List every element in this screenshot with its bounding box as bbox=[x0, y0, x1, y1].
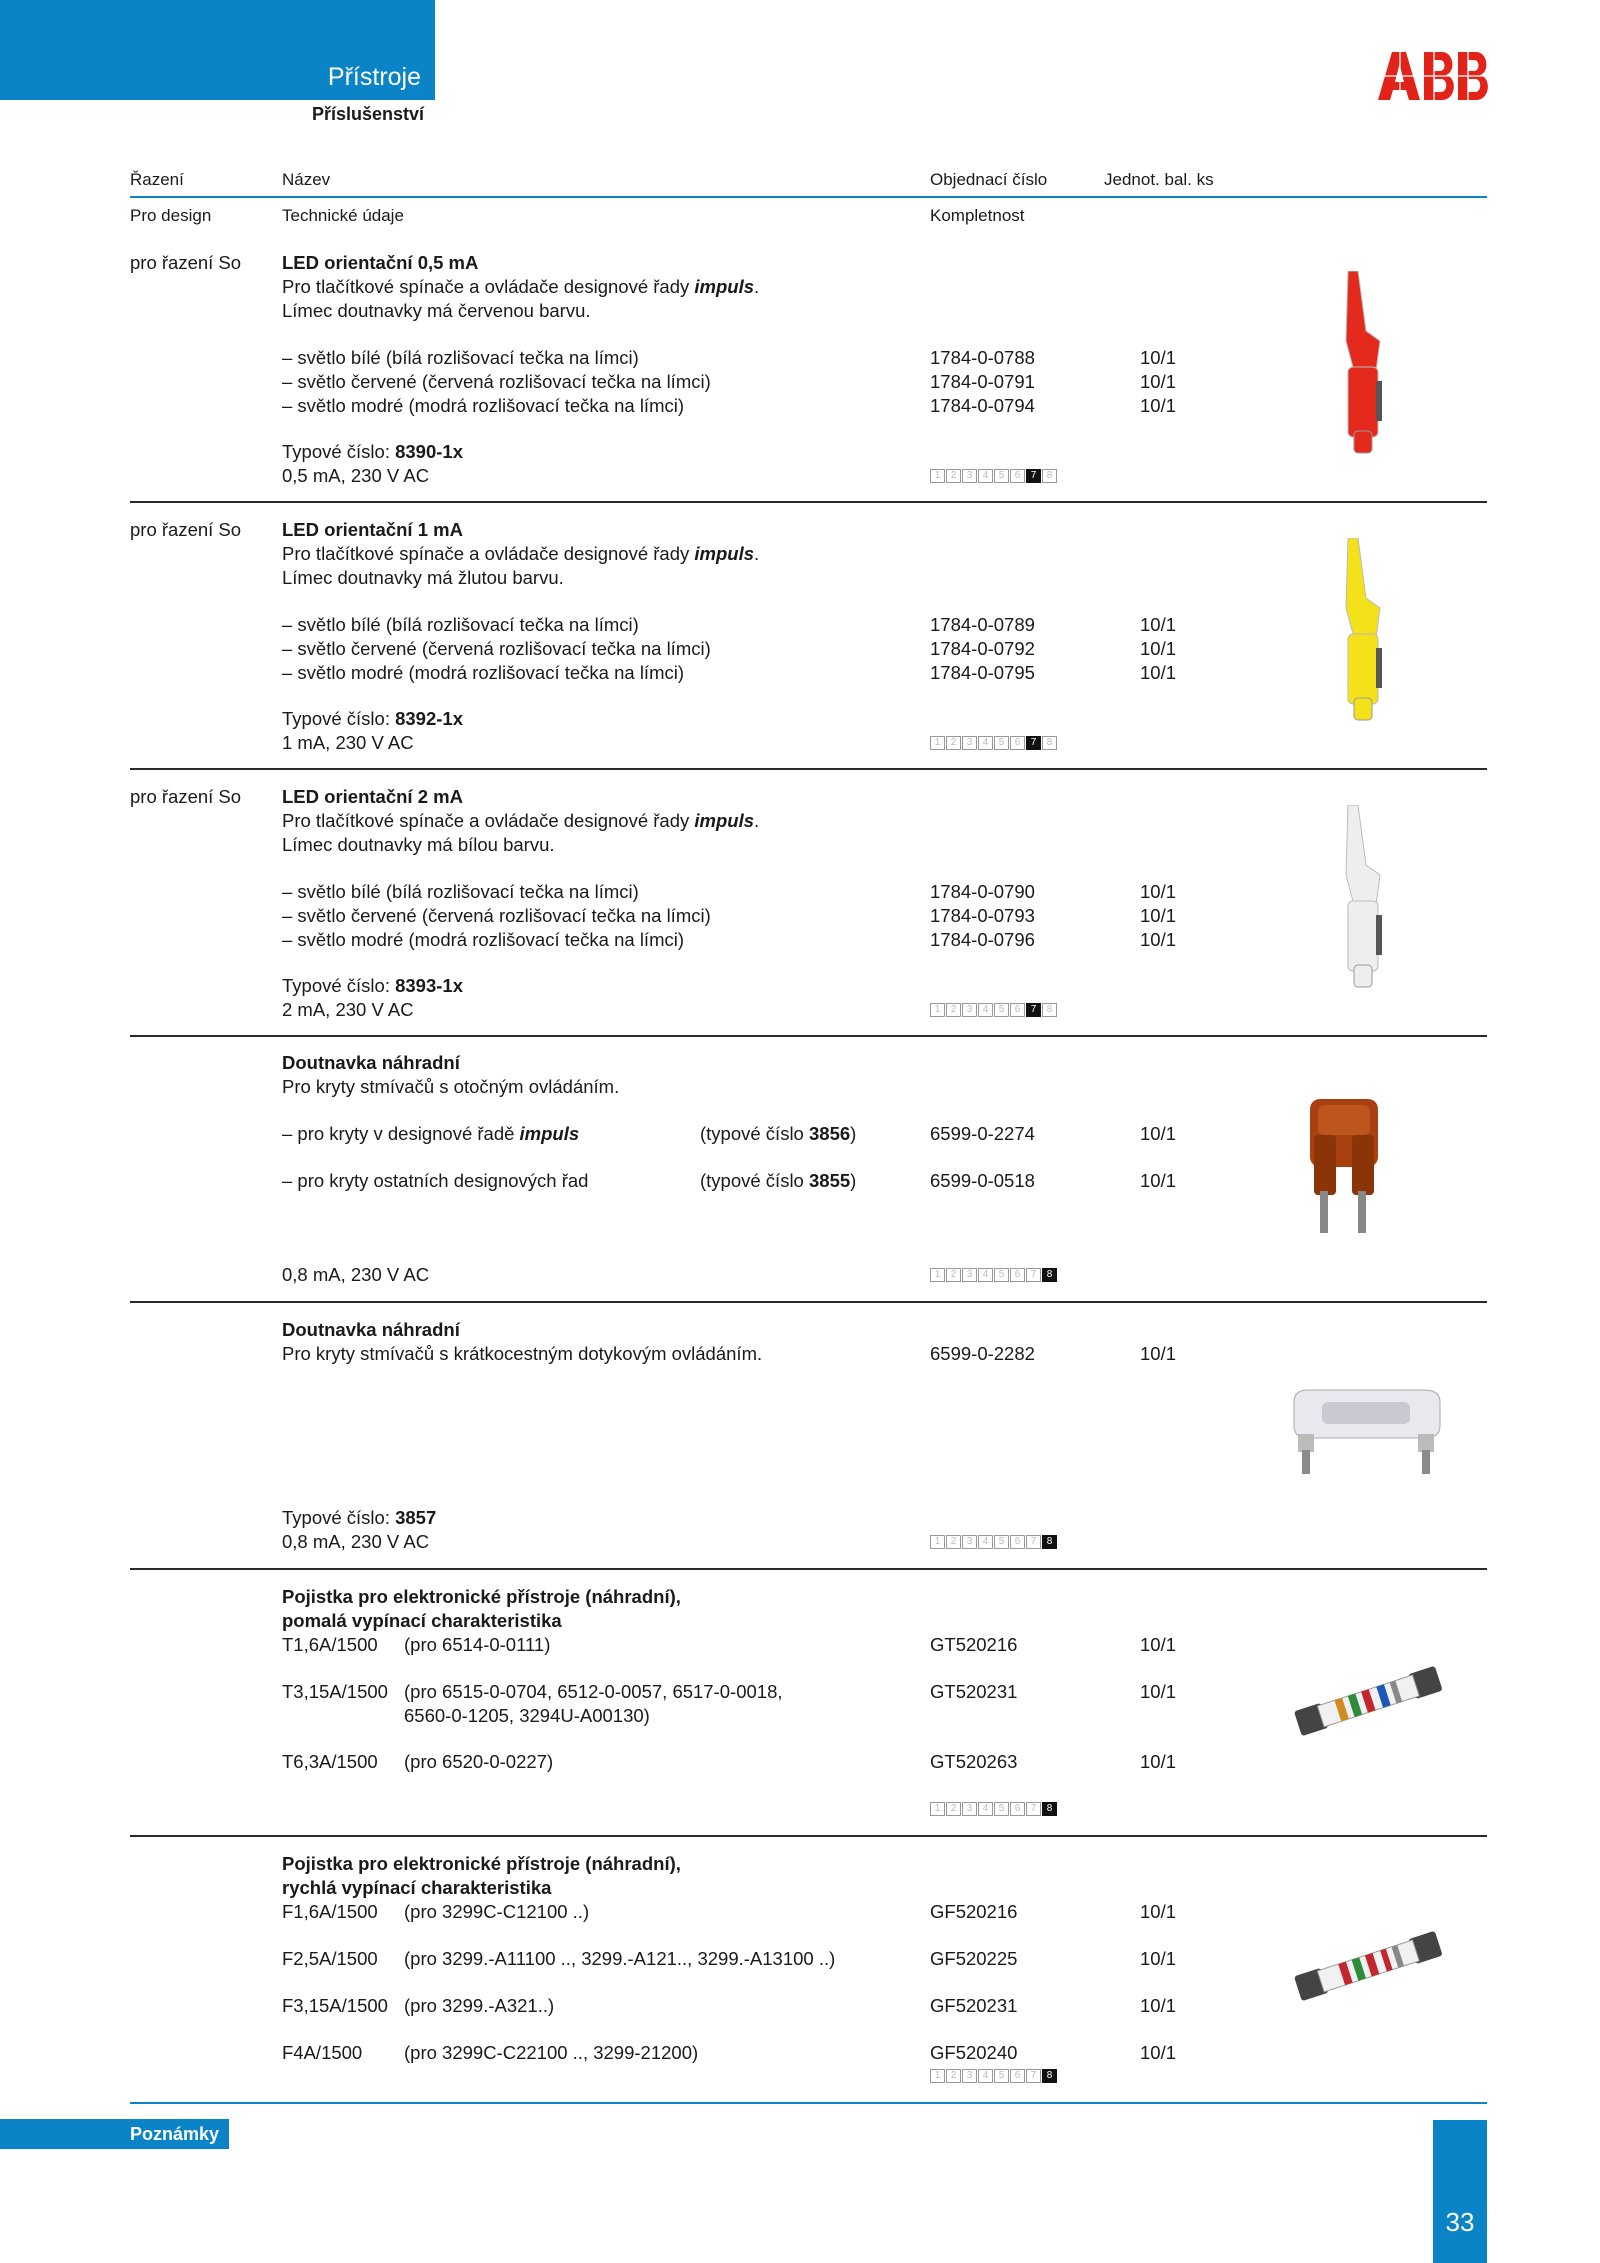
col-objednaci: Objednací číslo bbox=[930, 170, 1048, 189]
razeni-label: pro řazení So bbox=[130, 519, 242, 540]
variant-code: 1784-0-0791 bbox=[930, 371, 1035, 392]
fuse-rating: F3,15A/1500 bbox=[282, 1995, 388, 2016]
completeness-digit: 6 bbox=[1010, 1535, 1025, 1549]
fuse-for-cont: 6560-0-1205, 3294U-A00130) bbox=[404, 1705, 650, 1726]
completeness-digit: 6 bbox=[1010, 1802, 1025, 1816]
doutnavka1-completeness bbox=[930, 1268, 1058, 1282]
variant-code: 1784-0-0794 bbox=[930, 395, 1035, 416]
completeness-digit: 5 bbox=[994, 469, 1009, 483]
completeness-indicator bbox=[930, 736, 1058, 750]
section-title: Přístroje bbox=[327, 63, 421, 91]
doutnavka2-code: 6599-0-2282 bbox=[930, 1343, 1035, 1364]
completeness-digit: 7 bbox=[1026, 736, 1041, 750]
completeness-digit: 7 bbox=[1026, 469, 1041, 483]
doutnavka1-row1-label: – pro kryty v designové řadě impuls bbox=[282, 1123, 580, 1144]
completeness-digit: 7 bbox=[1026, 1802, 1041, 1816]
product-title: LED orientační 2 mA bbox=[282, 786, 463, 807]
fuse-rating: T3,15A/1500 bbox=[282, 1681, 388, 1702]
fuse-code: GF520240 bbox=[930, 2042, 1018, 2063]
fuse-qty: 10/1 bbox=[1140, 1681, 1177, 1702]
product-desc: Pro tlačítkové spínače a ovládače designové řady impuls. bbox=[282, 543, 760, 564]
product-desc: Pro tlačítkové spínače a ovládače designové řady impuls. bbox=[282, 276, 760, 297]
col-kompletnost: Kompletnost bbox=[930, 206, 1025, 225]
product-spec: 2 mA, 230 V AC bbox=[282, 999, 414, 1020]
fuse-rating: F1,6A/1500 bbox=[282, 1901, 378, 1922]
completeness-digit: 3 bbox=[962, 469, 977, 483]
product-spec: 1 mA, 230 V AC bbox=[282, 732, 414, 753]
completeness-digit: 3 bbox=[962, 1268, 977, 1282]
fuse-qty: 10/1 bbox=[1140, 1948, 1177, 1969]
doutnavka2-spec: 0,8 mA, 230 V AC bbox=[282, 1531, 430, 1552]
fuse-code: GT520231 bbox=[930, 1681, 1018, 1702]
product-collar-color: Límec doutnavky má bílou barvu. bbox=[282, 834, 555, 855]
doutnavka2-completeness bbox=[930, 1535, 1058, 1549]
doutnavka2-title: Doutnavka náhradní bbox=[282, 1319, 460, 1340]
doutnavka1-desc: Pro kryty stmívačů s otočným ovládáním. bbox=[282, 1076, 620, 1097]
type-number: Typové číslo: 8390-1x bbox=[282, 441, 464, 462]
variant-qty: 10/1 bbox=[1140, 662, 1177, 683]
notes-tab bbox=[0, 2119, 229, 2149]
variant-label: – světlo červené (červená rozlišovací tečka na límci) bbox=[282, 638, 711, 659]
section-divider bbox=[130, 1301, 1487, 1303]
fuse-for: (pro 3299.-A11100 .., 3299.-A121.., 3299.-A13100 ..) bbox=[404, 1948, 836, 1969]
completeness-digit: 8 bbox=[1042, 1535, 1057, 1549]
doutnavka1-row1-code: 6599-0-2274 bbox=[930, 1123, 1035, 1144]
completeness-digit: 5 bbox=[994, 1003, 1009, 1017]
variant-code: 1784-0-0789 bbox=[930, 614, 1035, 635]
variant-qty: 10/1 bbox=[1140, 905, 1177, 926]
completeness-digit: 8 bbox=[1042, 1003, 1057, 1017]
variant-label: – světlo modré (modrá rozlišovací tečka na límci) bbox=[282, 395, 684, 416]
product-spec: 0,5 mA, 230 V AC bbox=[282, 465, 430, 486]
variant-code: 1784-0-0793 bbox=[930, 905, 1035, 926]
fuse-code: GF520216 bbox=[930, 1901, 1018, 1922]
completeness-digit: 1 bbox=[930, 1802, 945, 1816]
completeness-digit: 8 bbox=[1042, 1268, 1057, 1282]
variant-qty: 10/1 bbox=[1140, 395, 1177, 416]
fuse-code: GF520225 bbox=[930, 1948, 1018, 1969]
variant-label: – světlo červené (červená rozlišovací tečka na límci) bbox=[282, 905, 711, 926]
fuse-slow-image bbox=[1288, 1660, 1448, 1740]
bottom-divider bbox=[130, 2102, 1487, 2104]
fuse-rating: F2,5A/1500 bbox=[282, 1948, 378, 1969]
completeness-digit: 3 bbox=[962, 1003, 977, 1017]
fuse-code: GT520216 bbox=[930, 1634, 1018, 1655]
header-divider bbox=[130, 196, 1487, 198]
variant-label: – světlo bílé (bílá rozlišovací tečka na límci) bbox=[282, 614, 639, 635]
variant-label: – světlo červené (červená rozlišovací tečka na límci) bbox=[282, 371, 711, 392]
fuse-qty: 10/1 bbox=[1140, 2042, 1177, 2063]
led-image bbox=[1336, 271, 1396, 461]
variant-label: – světlo modré (modrá rozlišovací tečka na límci) bbox=[282, 662, 684, 683]
fuse-qty: 10/1 bbox=[1140, 1751, 1177, 1772]
col-jednot: Jednot. bal. ks bbox=[1104, 170, 1214, 189]
completeness-digit: 1 bbox=[930, 1268, 945, 1282]
completeness-digit: 5 bbox=[994, 1268, 1009, 1282]
completeness-digit: 6 bbox=[1010, 1268, 1025, 1282]
pojistka2-completeness bbox=[930, 2069, 1058, 2083]
variant-qty: 10/1 bbox=[1140, 929, 1177, 950]
pojistka1-completeness bbox=[930, 1802, 1058, 1816]
led-image bbox=[1336, 538, 1396, 728]
variant-label: – světlo bílé (bílá rozlišovací tečka na límci) bbox=[282, 881, 639, 902]
variant-code: 1784-0-0790 bbox=[930, 881, 1035, 902]
doutnavka1-row1-qty: 10/1 bbox=[1140, 1123, 1177, 1144]
product-collar-color: Límec doutnavky má žlutou barvu. bbox=[282, 567, 564, 588]
fuse-qty: 10/1 bbox=[1140, 1634, 1177, 1655]
fuse-for: (pro 3299C-C22100 .., 3299-21200) bbox=[404, 2042, 699, 2063]
completeness-digit: 2 bbox=[946, 1003, 961, 1017]
fuse-qty: 10/1 bbox=[1140, 1995, 1177, 2016]
pojistka2-title1: Pojistka pro elektronické přístroje (náhradní), bbox=[282, 1853, 681, 1874]
completeness-digit: 6 bbox=[1010, 736, 1025, 750]
completeness-digit: 4 bbox=[978, 2069, 993, 2083]
section-tab bbox=[0, 0, 435, 100]
completeness-digit: 7 bbox=[1026, 1535, 1041, 1549]
completeness-digit: 6 bbox=[1010, 469, 1025, 483]
completeness-digit: 5 bbox=[994, 1802, 1009, 1816]
variant-code: 1784-0-0795 bbox=[930, 662, 1035, 683]
glow-lamp-image bbox=[1304, 1095, 1384, 1240]
page-number: 33 bbox=[1445, 2207, 1475, 2237]
fuse-rating: T1,6A/1500 bbox=[282, 1634, 378, 1655]
section-divider bbox=[130, 1035, 1487, 1037]
razeni-label: pro řazení So bbox=[130, 786, 242, 807]
completeness-digit: 4 bbox=[978, 1268, 993, 1282]
type-number: Typové číslo: 8392-1x bbox=[282, 708, 464, 729]
section-divider bbox=[130, 501, 1487, 503]
completeness-digit: 4 bbox=[978, 736, 993, 750]
doutnavka1-row2-qty: 10/1 bbox=[1140, 1170, 1177, 1191]
completeness-digit: 7 bbox=[1026, 1003, 1041, 1017]
section-divider bbox=[130, 1568, 1487, 1570]
type-number: Typové číslo: 8393-1x bbox=[282, 975, 464, 996]
completeness-digit: 3 bbox=[962, 2069, 977, 2083]
completeness-digit: 8 bbox=[1042, 736, 1057, 750]
product-desc: Pro tlačítkové spínače a ovládače designové řady impuls. bbox=[282, 810, 760, 831]
variant-qty: 10/1 bbox=[1140, 371, 1177, 392]
fuse-rating: F4A/1500 bbox=[282, 2042, 363, 2063]
completeness-digit: 8 bbox=[1042, 469, 1057, 483]
completeness-digit: 4 bbox=[978, 1003, 993, 1017]
completeness-indicator bbox=[930, 1003, 1058, 1017]
completeness-digit: 1 bbox=[930, 736, 945, 750]
completeness-digit: 5 bbox=[994, 2069, 1009, 2083]
fuse-qty: 10/1 bbox=[1140, 1901, 1177, 1922]
doutnavka2-type: Typové číslo: 3857 bbox=[282, 1507, 437, 1528]
variant-code: 1784-0-0788 bbox=[930, 347, 1035, 368]
completeness-digit: 1 bbox=[930, 1003, 945, 1017]
fuse-fast-image bbox=[1288, 1925, 1448, 2005]
variant-qty: 10/1 bbox=[1140, 614, 1177, 635]
completeness-digit: 2 bbox=[946, 1268, 961, 1282]
completeness-digit: 4 bbox=[978, 1802, 993, 1816]
pojistka2-title2: rychlá vypínací charakteristika bbox=[282, 1877, 552, 1898]
variant-qty: 10/1 bbox=[1140, 638, 1177, 659]
fuse-for: (pro 6520-0-0227) bbox=[404, 1751, 554, 1772]
doutnavka1-title: Doutnavka náhradní bbox=[282, 1052, 460, 1073]
completeness-digit: 1 bbox=[930, 469, 945, 483]
completeness-digit: 2 bbox=[946, 1535, 961, 1549]
completeness-digit: 7 bbox=[1026, 1268, 1041, 1282]
completeness-digit: 3 bbox=[962, 736, 977, 750]
doutnavka1-spec: 0,8 mA, 230 V AC bbox=[282, 1264, 430, 1285]
completeness-digit: 7 bbox=[1026, 2069, 1041, 2083]
completeness-digit: 6 bbox=[1010, 1003, 1025, 1017]
completeness-digit: 8 bbox=[1042, 1802, 1057, 1816]
fuse-code: GT520263 bbox=[930, 1751, 1018, 1772]
doutnavka1-row2-code: 6599-0-0518 bbox=[930, 1170, 1035, 1191]
variant-qty: 10/1 bbox=[1140, 347, 1177, 368]
variant-code: 1784-0-0792 bbox=[930, 638, 1035, 659]
doutnavka1-row1-type: (typové číslo 3856) bbox=[700, 1123, 857, 1144]
fuse-rating: T6,3A/1500 bbox=[282, 1751, 378, 1772]
section-divider bbox=[130, 768, 1487, 770]
fuse-for: (pro 3299C-C12100 ..) bbox=[404, 1901, 590, 1922]
subsection-title: Příslušenství bbox=[312, 104, 425, 124]
completeness-digit: 2 bbox=[946, 1802, 961, 1816]
fuse-for: (pro 6514-0-0111) bbox=[404, 1634, 551, 1655]
completeness-digit: 3 bbox=[962, 1535, 977, 1549]
section-divider bbox=[130, 1835, 1487, 1837]
doutnavka1-row2-type: (typové číslo 3855) bbox=[700, 1170, 857, 1191]
notes-label: Poznámky bbox=[130, 2124, 220, 2144]
completeness-digit: 2 bbox=[946, 736, 961, 750]
fuse-code: GF520231 bbox=[930, 1995, 1018, 2016]
pojistka1-title1: Pojistka pro elektronické přístroje (náhradní), bbox=[282, 1586, 681, 1607]
completeness-digit: 2 bbox=[946, 2069, 961, 2083]
col-razeni: Řazení bbox=[130, 170, 184, 189]
product-title: LED orientační 1 mA bbox=[282, 519, 463, 540]
completeness-digit: 1 bbox=[930, 2069, 945, 2083]
completeness-digit: 1 bbox=[930, 1535, 945, 1549]
variant-label: – světlo modré (modrá rozlišovací tečka na límci) bbox=[282, 929, 684, 950]
completeness-digit: 3 bbox=[962, 1802, 977, 1816]
completeness-indicator bbox=[930, 469, 1058, 483]
fuse-for: (pro 6515-0-0704, 6512-0-0057, 6517-0-0018, bbox=[404, 1681, 783, 1702]
variant-qty: 10/1 bbox=[1140, 881, 1177, 902]
completeness-digit: 5 bbox=[994, 1535, 1009, 1549]
col-pro-design: Pro design bbox=[130, 206, 212, 225]
variant-label: – světlo bílé (bílá rozlišovací tečka na límci) bbox=[282, 347, 639, 368]
product-collar-color: Límec doutnavky má červenou barvu. bbox=[282, 300, 591, 321]
abb-logo bbox=[1376, 50, 1488, 102]
completeness-digit: 6 bbox=[1010, 2069, 1025, 2083]
doutnavka2-desc: Pro kryty stmívačů s krátkocestným dotykovým ovládáním. bbox=[282, 1343, 763, 1364]
col-nazev: Název bbox=[282, 170, 331, 189]
completeness-digit: 2 bbox=[946, 469, 961, 483]
razeni-label: pro řazení So bbox=[130, 252, 242, 273]
pojistka1-title2: pomalá vypínací charakteristika bbox=[282, 1610, 562, 1631]
completeness-digit: 5 bbox=[994, 736, 1009, 750]
page-bar bbox=[1433, 2120, 1487, 2263]
glow-lamp-touch-image bbox=[1284, 1388, 1448, 1480]
led-image bbox=[1336, 805, 1396, 995]
completeness-digit: 4 bbox=[978, 469, 993, 483]
doutnavka1-row2-label: – pro kryty ostatních designových řad bbox=[282, 1170, 589, 1191]
col-technicke: Technické údaje bbox=[282, 206, 404, 225]
product-title: LED orientační 0,5 mA bbox=[282, 252, 479, 273]
fuse-for: (pro 3299.-A321..) bbox=[404, 1995, 555, 2016]
completeness-digit: 4 bbox=[978, 1535, 993, 1549]
completeness-digit: 8 bbox=[1042, 2069, 1057, 2083]
variant-code: 1784-0-0796 bbox=[930, 929, 1035, 950]
doutnavka2-qty: 10/1 bbox=[1140, 1343, 1177, 1364]
